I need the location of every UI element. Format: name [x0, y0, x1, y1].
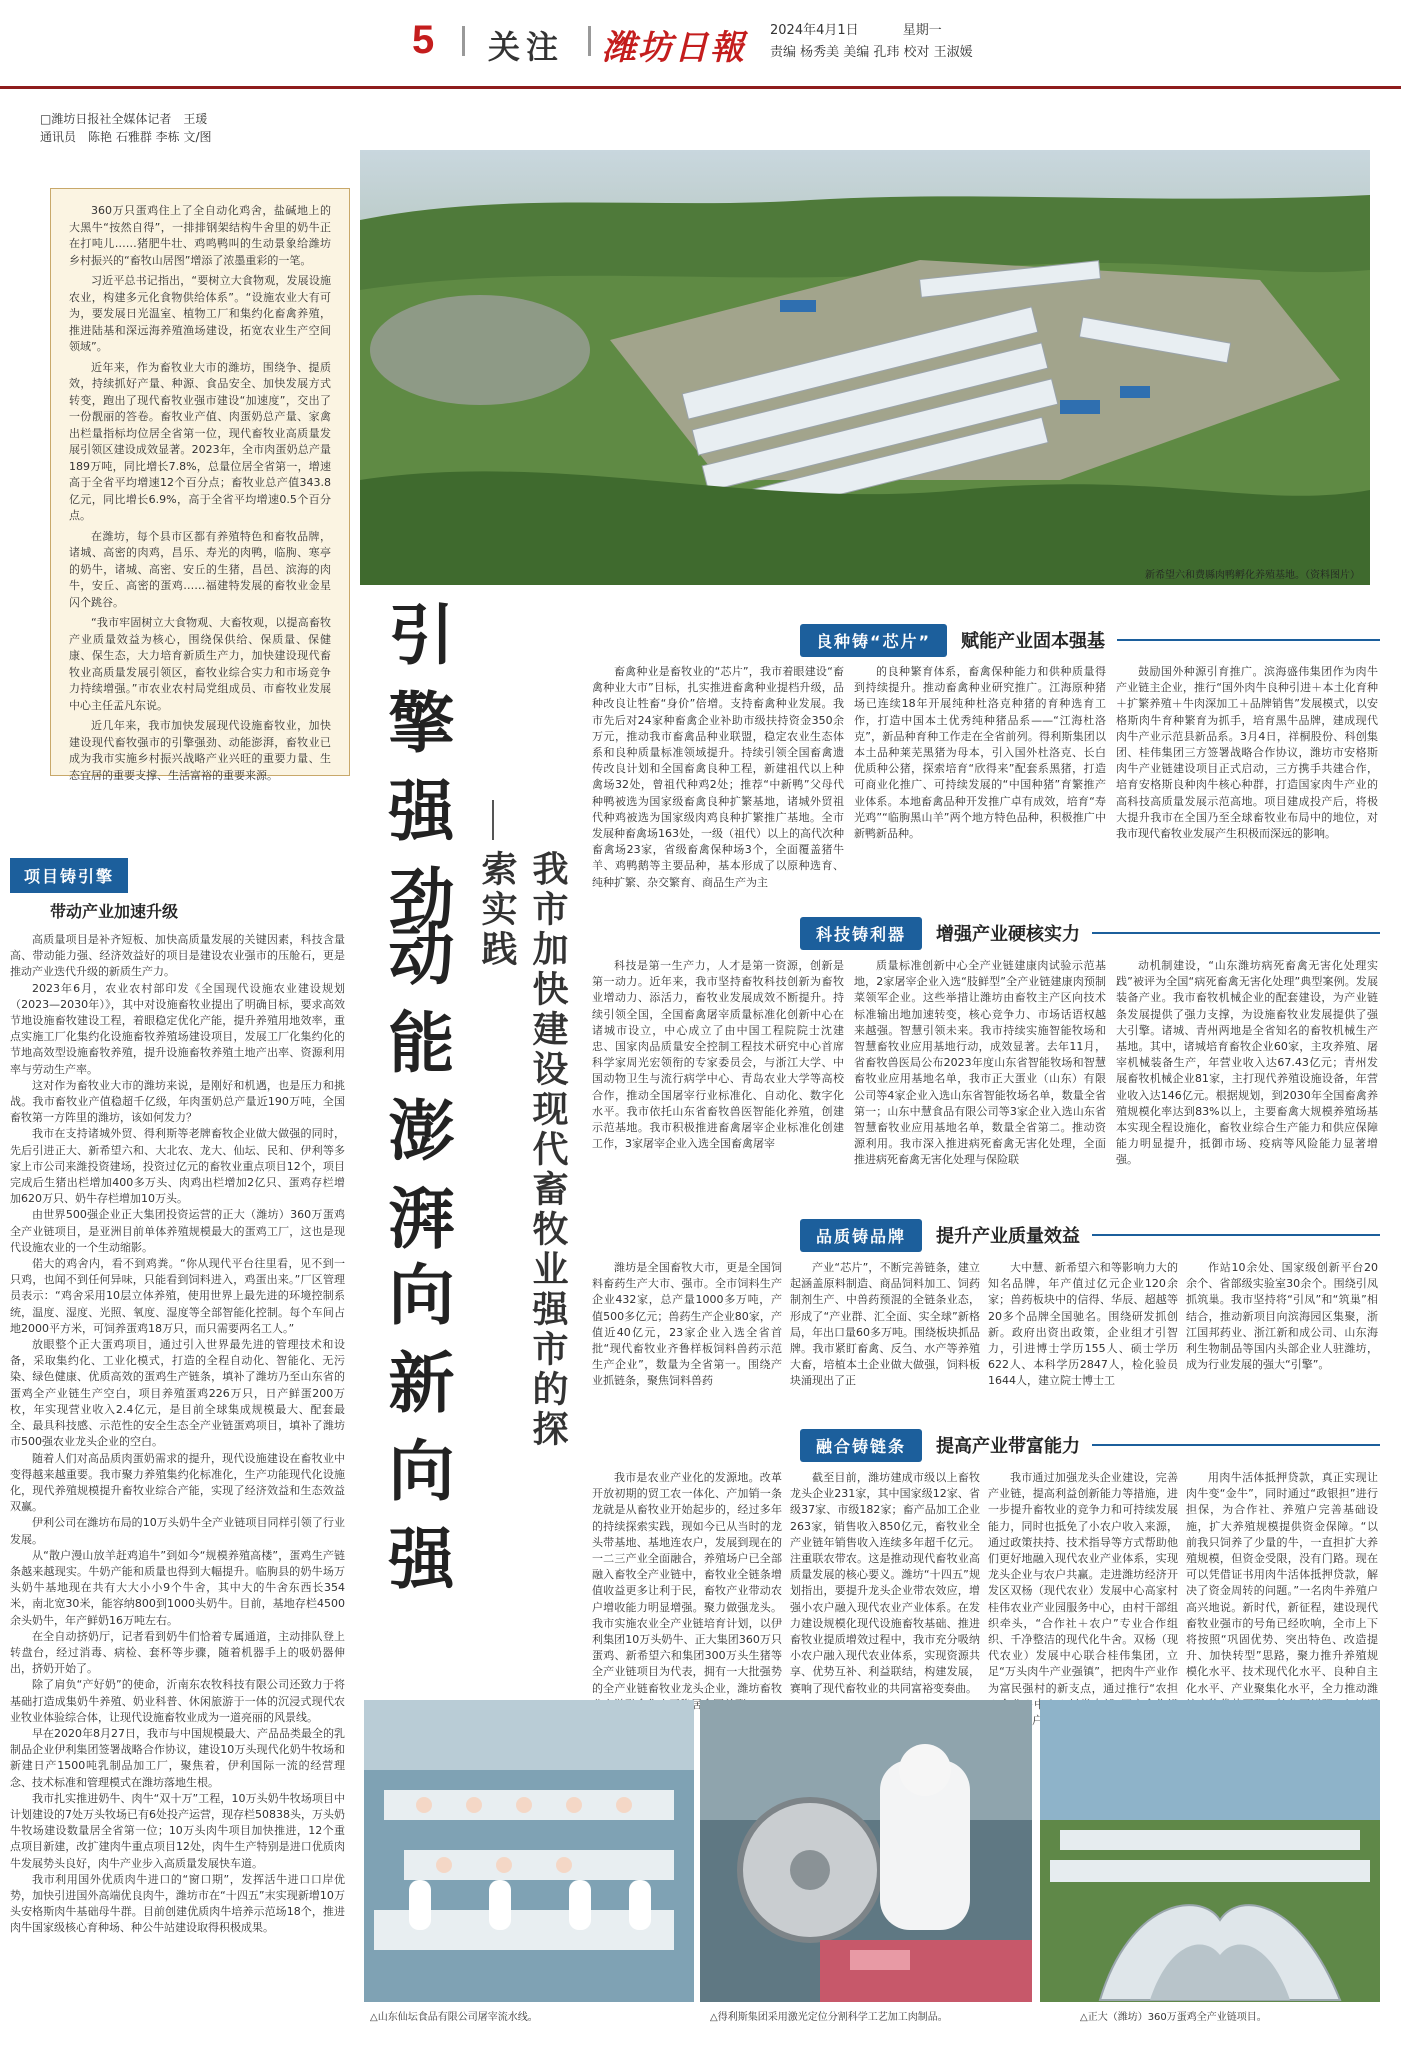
byline	[40, 110, 340, 146]
byline-author: 陈艳 石雅群 李栋 文/图	[88, 130, 212, 144]
subtitle-dash	[492, 800, 494, 840]
section-header	[800, 1220, 1380, 1250]
left-section-head	[10, 858, 350, 922]
article-column	[790, 1260, 980, 1420]
lead-paragraph: “我市牢固树立大食物观、大畜牧观，以提高畜牧产业质量效益为核心，围绕保供给、保质量、保健康、保生态，大力培育新质生产力，加快建设现代畜牧业高质量发展引领区，畜牧业综合实力和市场竞争力持续增强。”市农业农村局党组成员、市畜牧业发展中心主任孟凡东说。	[69, 616, 331, 712]
paragraph: 随着人们对高品质肉蛋奶需求的提升，现代设施建设在畜牧业中变得越来越重要。我市聚力养殖集约化标准化，生产功能现代化设施化，现代养殖规模提升畜牧业综合产能，实现了经济效益和生态效益双赢。	[10, 1451, 345, 1514]
photo-caption: △得利斯集团采用激光定位分割科学工艺加工肉制品。	[710, 2012, 948, 2023]
processing-line-illustration	[364, 1700, 694, 2002]
editor-credits: 责编 杨秀美 美编 孔玮 校对 王淑媛	[770, 45, 973, 60]
section-rule	[1092, 932, 1380, 934]
section-rule	[1117, 639, 1380, 641]
section-title: 增强产业硬核实力	[936, 924, 1081, 945]
paragraph: 我市在支持诸城外贸、得利斯等老牌畜牧企业做大做强的同时，先后引进正大、新希望六和、大北农、龙大、仙坛、民和、伊利等多家上市公司来潍投资建场，投资过亿元的畜牧业重点项目12个，项目完成后生猪出栏增加400多万头、肉鸡出栏增加2亿只、蛋鸡存栏增加620万只、奶牛存栏增加10万头。	[10, 1127, 345, 1206]
paragraph: 大中慧、新希望六和等影响力大的知名品牌，年产值过亿元企业120余家；兽药板块中的信得、华辰、超越等20多个品牌全国驰名。围绕研发抓创新。政府出资出政策，企业组才引智力，引进博士学历155人、硕士学历622人、本科学历2847人，检化验员1644人，建立院士博士工	[988, 1261, 1178, 1388]
paragraph: 我市是农业产业化的发源地。改革开放初期的贸工农一体化、产加销一条龙就是从畜牧业开始起步的，经过多年的持续探索实践，现如今已从当时的龙头带基地、基地连农户，发展到现在的一二三产业全面融合，养殖场户已全部融入畜牧全产业链中，畜牧业全链条增值收益更多让利于民，畜牧产业带动农户增收能力明显增强。聚力做强龙头。我市实施农业全产业链培育计划，以伊利集团10万头奶牛、正大集团360万只蛋鸡、新希望六和集团300万头生猪等全产业链项目为代表，拥有一大批强势的全产业链畜牧业龙头企业，潍坊畜牧 居	[592, 1471, 782, 1711]
article-column	[592, 1470, 782, 1711]
photo-caption: △正大（潍坊）360万蛋鸡全产业链项目。	[1080, 2012, 1267, 2023]
section-title: 带动产业加速升级	[50, 902, 179, 921]
photo-caption: 新希望六和费縣肉鸭孵化养殖基地。（资料图片）	[1145, 570, 1360, 581]
lead-paragraph: 在潍坊，每个县市区都有养殖特色和畜牧品牌，诸城、高密的肉鸡，昌乐、寿光的肉鸭，临朐、寒亭的奶牛，诸城、高密、安丘的生猪，昌邑、滨海的肉牛，安丘、高密的蛋鸡……福建特发展的畜牧业金星闪个跳谷。	[69, 529, 331, 609]
section-name: 关注	[488, 28, 565, 66]
article-column	[592, 664, 844, 904]
section-tag: 科技铸利器	[800, 917, 922, 950]
paragraph: 放眼整个正大蛋鸡项目，通过引入世界最先进的管理技术和设备，采取集约化、工业化模式，打造的全程自动化、智能化、无污染、绿色健康、优质高效的蛋鸡生产链条，填补了潍坊乃至山东省的蛋鸡全产业链生产空白，项目养殖蛋鸡226万只，日产鲜蛋200万枚，年实现营业收入2.4亿元，是目前全球集成规模最大、配套最全、最具科技感、示范性的安全生态全产业链蛋鸡项目，填补了潍坊市500强农业龙头企业的空白。	[10, 1338, 345, 1449]
paragraph: 我市通过加强龙头企业建设，完善产业链，提高利益创新能力等措施，进一步提升畜牧业的竞争力和可持续发展能力，同时也抵免了小农户收入来源，通过政策扶持、技术指导等方式帮助他们更好地融入现代农业产业体系，实现龙头企业与农户共赢。走进潍坊经济开发区双杨（现代农业）发展中心高家村桂伟农业产业园服务中心，由村干部组织牵头，“合作社＋农户”专业合作组织、千净整洁的现代化牛舍。双杨（现代农业）发展中心联合桂伟集团，立足“万头肉牛产业强镇”，把肉牛产业作为富民强村的新支点，通过推行“农担 ＋中 养殖户可以	[988, 1471, 1178, 1728]
lead-paragraph: 习近平总书记指出，“要树立大食物观，发展设施农业，构建多元化食物供给体系”。“设施农业大有可为，要发展日光温室、植物工厂和集约化畜禽养殖，推进陆基和深远海养殖渔场建设，拓宽农业生产空间领域”。	[69, 274, 331, 353]
article-column	[1186, 1260, 1378, 1420]
paragraph: 由世界500强企业正大集团投资运营的正大（潍坊）360万蛋鸡全产业链项目，是亚洲目前单体养殖规模最大的蛋鸡工厂，这也是现代设施农业的一个生动缩影。	[10, 1208, 345, 1254]
article-column	[592, 958, 844, 1206]
paragraph: 作站10余处、国家级创新平台20余个、省部级实验室30余个。围绕引凤抓筑巢。我市坚持将“引凤”和“筑巢”相结合，推动新项目向滨海园区集聚，浙江国邦药业、浙江新和成公司、山东海利生物制品等国内头部企业人驻潍坊，成为行业发展的强大“引擎”。	[1186, 1261, 1378, 1372]
byline-label: 通讯员	[40, 130, 77, 144]
newspaper-logo: 潍坊日報	[602, 28, 746, 68]
meat-cutting-photo	[700, 1700, 1032, 2002]
header-divider	[588, 26, 591, 56]
article-column	[790, 1470, 980, 1695]
byline-author: 王瑗	[183, 112, 208, 126]
paragraph: 这对作为畜牧业大市的潍坊来说，是刚好和机遇，也是压力和挑战。我市畜牧业产值稳超千亿级，年肉蛋奶总产量近190万吨，全国畜牧第一方阵里的潍坊，该如何发力？	[10, 1078, 345, 1125]
paragraph: 动机制建设，“山东潍坊病死畜禽无害化处理实践”被评为全国“病死畜禽无害化处理”典型案例。发展装备产业。我市畜牧机械企业的配套建设，为产业链条发展提供了强力支撑，为设施畜牧业发展提供了强大引擎。诸城、青州两地是全省知名的畜牧机械生产基地。其中，诸城培育畜牧企业60家，主攻养殖、屠宰机械装备生产，年营业收入达67.43亿元；青州发展畜牧机械企业81家，主打现代养殖设施设备，年营业收入达146亿元。根据规划，到2030年全国畜禽养殖规模化率达到83%以上，主要畜禽大规模养殖场基本实现全程设施化，畜牧业综合生产能力和供应保障能力明显提升，抵御市场、疫病等风险能力显著增强。	[1116, 959, 1378, 1167]
article-column	[854, 958, 1106, 1206]
section-rule	[1092, 1444, 1380, 1446]
paragraph: 畜禽种业是畜牧业的“芯片”，我市着眼建设“畜禽种业大市”目标，扎实推进畜禽种业提档升级，品种改良让牲畜“身价”倍增。支持畜禽种业发展。我市先后对24家种畜禽企业补助市级扶持资金350余万元，推动我市畜禽品种业联盟，稳定农业生态体系和良种质量标准领域提升。持续引领全国畜禽遗传改良计划和全国畜禽良种工程，新建祖代以上种禽场32处，曾祖代种鸡2处；推荐“中新鸭”父母代种鸭被选为国家级畜禽良种扩繁基地，诸城外贸祖代种鸡被选为国家级肉鸡良种扩繁推广基地。全市发展种畜禽场163处，一级（祖代）以上的高代次种畜禽场23家，省级畜禽保种场3个，全面覆盖猪牛羊、鸡鸭鹅等主要品种，基本形成了以原种选育、纯种扩繁、杂交繁育、商品生产为主	[592, 665, 844, 889]
photo-caption: △山东仙坛食品有限公司屠宰流水线。	[370, 2012, 538, 2023]
section-title: 提高产业带富能力	[936, 1436, 1081, 1457]
issue-date: 2024年4月1日	[770, 23, 859, 38]
section-tag: 融合铸链条	[800, 1429, 922, 1462]
lead-paragraph: 近几年来，我市加快发展现代设施畜牧业，加快建设现代畜牧强市的引擎强劲、动能澎湃，畜牧业已成为我市实施乡村振兴战略产业兴旺的重要力量、生态宜居的重要支撑、生活富裕的重要来源。	[69, 719, 331, 782]
processing-line-photo	[364, 1700, 694, 2002]
article-column	[988, 1260, 1178, 1420]
page-header	[0, 0, 1401, 89]
paragraph: 从“散户漫山放羊赶鸡追牛”到如今“规模养殖高楼”，蛋鸡生产链条越来越现实。牛奶产能和质量也得到大幅提升。临朐县的奶牛场万头奶牛基地现在共有大大小小9个牛舍，其中大的牛舍东西长354米，南北宽30米，能容纳800到1000头奶牛。目前，基地存栏4500余头奶牛，年产鲜奶16万吨左右。	[10, 1548, 345, 1627]
section-header	[800, 918, 1380, 948]
paragraph: 质量标准创新中心全产业链建康肉试验示范基地，2家屠宰企业入选“肢鲜型”全产业链建康肉预制菜领军企业。这些举措让潍坊由畜牧主产区向技术标准输出地加速转变，核心竞争力、市场话语权越来越强。智慧引领未来。我市持续实施智能牧场和智慧畜牧业应用基地行动，成效显著。去年11月，省畜牧兽医局公布2023年度山东省智能牧场和智慧畜牧业应用基地名单，我市正大蛋业（山东）有限公司等4家企业入选山东省智能牧场名单，数量全省第一；山东中慧食品有限公司等3家企业入选山东省智慧畜牧业应用基地名单，数量全省第二。推动资源利用。我市深入推进病死畜禽无害化处理，全面推进病死畜禽无害化处理与保险联	[854, 959, 1106, 1167]
article-column	[1116, 664, 1378, 904]
paragraph: 在全自动挤奶厅，记者看到奶牛们恰着专属通道，主动排队登上转盘台，经过消毒、病检、套杯等步骤，随着机器手上的吸奶器伸出，挤奶开始了。	[10, 1629, 345, 1676]
section-header	[800, 1430, 1380, 1460]
article-column	[592, 1260, 782, 1420]
paragraph: 早在2020年8月27日，我市与中国规模最大、产品品类最全的乳制品企业伊利集团签署战略合作协议，建设10万头现代化奶牛牧场和新建日产1500吨乳制品加工厂，聚焦着，伊利国际一流的经营理念、技术标准和管理模式在潍坊落地生根。	[10, 1726, 345, 1789]
headline-part: 动能澎湃	[377, 920, 455, 1272]
section-title: 提升产业质量效益	[936, 1226, 1081, 1247]
section-header	[800, 625, 1380, 655]
article-column	[1186, 1470, 1378, 1695]
paragraph: 鼓励国外种源引育推广。滨海盛伟集团作为肉牛产业链主企业，推行“国外肉牛良种引进＋本土化育种＋扩繁养殖＋牛肉深加工＋品牌销售”发展模式，以安格斯肉牛育种繁育为抓手，培育黑牛品牌，建成现代肉牛产业示范县新品系。3月4日，祥桐股份、科创集团、桂伟集团三方签署战略合作协议，潍坊市安格斯肉牛产业链建设项目正式启动，三方携手共建合作，培育安格斯良种肉牛核心种群，打造国家肉牛产业的高科技高质量发展示范高地。项目建成投产后，将极大提升我市在全国乃至全球畜牧业布局中的地位，对我市现代畜牧业发展产生积极而深远的影响。	[1116, 665, 1378, 841]
headline-part: 向新向强	[377, 1260, 455, 1612]
paragraph: 潍坊是全国畜牧大市，更是全国饲料畜药生产大市、强市。全市饲料生产企业432家，总产量1000多万吨，产值500多亿元；兽药生产企业80家，产值近40亿元，23家企业入选全省首批“现代畜牧业齐鲁样板饲料兽药示范生产企业”，数量为全省第一。围绕产业抓链条，聚焦饲料兽药	[592, 1261, 782, 1388]
subtitle: 我市加快建设现代畜牧业强市的探索实践	[476, 850, 569, 1450]
article-column	[1116, 958, 1378, 1206]
aerial-farm-photo	[360, 150, 1370, 585]
lead-summary-box	[50, 188, 350, 782]
issue-weekday: 星期一	[902, 23, 942, 38]
lead-paragraph: 360万只蛋鸡住上了全自动化鸡舍，盐碱地上的大黑牛“按然自得”，一排排钢架结构牛舍里的奶牛正在打吨儿……猪肥牛壮、鸡鸣鸭叫的生动景象给潍坊乡村振兴的“畜牧山居图”增添了浓墨重彩的一笔。	[69, 204, 331, 267]
meat-cutting-illustration	[700, 1700, 1032, 2002]
issue-meta	[770, 20, 973, 64]
paragraph: 2023年6月，农业农村部印发《全国现代设施农业建设规划（2023—2030年）》，其中对设施畜牧业提出了明确目标，要求高效节地设施畜牧建设工程，着眼稳定优化产能，提升养殖用地效率，重点实施工厂化集约化设施畜牧养殖场建设项目，发展工厂化集约化的节地高效型设施畜牧养殖，提升设施畜牧养殖土地产出率、资源利用率与劳动生产率。	[10, 981, 345, 1076]
section-tag: 项目铸引擎	[10, 858, 128, 893]
headline-part: 引擎强劲	[377, 600, 455, 952]
paragraph: 科技是第一生产力，人才是第一资源，创新是第一动力。近年来，我市坚持畜牧科技创新为畜牧业增动力、添活力，畜牧业发展成效不断提升。持续引领全国，全国畜禽屠宰质量标准化创新中心在诸城市设立，中心成立了由中国工程院院士沈建忠、国家肉品质量安全控制工程技术研究中心首席科学家周光宏领衔的专家委员会，与浙江大学、中国动物卫生与流行病学中心、青岛农业大学等高校合作，推动全国屠宰行业标准化、自动化、数字化水平。我市依托山东省畜牧兽医智能化养殖，创建示范基地。我市积极推进畜禽屠宰企业标准化创建工作，3家屠宰企业入选全国畜禽屠宰	[592, 959, 844, 1151]
lead-paragraph: 近年来，作为畜牧业大市的潍坊，围绕争、提质效，持续抓好产量、种源、食品安全、加快发展方式转变，跑出了现代畜牧业强市建设“加速度”，交出了一份靓丽的答卷。畜牧业产值、肉蛋奶总产量、家禽出栏量指标均位居全省第一位，现代畜牧业高质量发展引领区建设成效显著。2023年，全市肉蛋奶总产量189万吨，同比增长7.8%，总量位居全省第一，增速高于全省平均增速12个百分点；畜牧业总产值343.8亿元，同比增长6.9%，高于全省平均增速0.5个百分点。	[69, 360, 331, 522]
aerial-farm-illustration	[360, 150, 1370, 585]
paragraph: 产业“芯片”，不断完善链条，建立起涵盖原料制造、商品饲料加工、饲药制剂生产、中兽药预混的全链条业态，形成了“产业群、汇全面、实全球”新格局，年出口量60多万吨。围绕板块抓品牌。我市紧盯畜禽、反刍、水产等养殖大畜，培植本土企业做大做强，饲料板块涌现出了正	[790, 1261, 980, 1388]
header-divider	[462, 26, 465, 56]
page-number: 5	[412, 18, 435, 62]
left-article-column	[10, 932, 345, 1935]
section-tag: 良种铸“芯片”	[800, 624, 947, 657]
paragraph: 我市扎实推进奶牛、肉牛“双十万”工程，10万头奶牛牧场项目中计划建设的7处万头牧场已有6处投产运营，现存栏50838头，万头奶牛牧场建设数量居全省第一位；10万头肉牛项目加快推进，12个重点项目新建，改扩建肉牛重点项目12处，肉牛生产特别是进口优质肉牛发展势头良好，肉牛产业步入高质量发展快车道。	[10, 1791, 345, 1870]
paragraph: 伊利公司在潍坊布局的10万头奶牛全产业链项目同样引领了行业发展。	[10, 1516, 345, 1546]
egg-farm-photo	[1040, 1700, 1380, 2002]
section-rule	[1092, 1234, 1380, 1236]
paragraph: 我市利用国外优质肉牛进口的“窗口期”，发挥活牛进口口岸优势，加快引进国外高端优良肉牛，潍坊市在“十四五”末实现新增10万头安格斯肉牛基础母牛群。目前创建优质肉牛培养示范场18个，推进肉牛国家级核心育种场、种公牛站建设取得积极成果。	[10, 1872, 345, 1935]
article-column	[988, 1470, 1178, 1728]
paragraph: 的良种繁育体系，畜禽保种能力和供种质量得到持续提升。推动畜禽种业研究推广。江海原种猪场已连续18年开展纯种杜洛克种猪的育种选育工作，打造中国本土优秀纯种猪品系——“江海杜洛克”，新品种育种工作走在全省前列。得利斯集团以本土品种莱芜黑猪为母本，引入国外杜洛克、长白优质种公猪，探索培育“欣得来”配套系黑猪，打造可商业化推广、可持续发展的“中国种猪”育繁推产业体系。本地畜禽品种开发推广卓有成效，培育“寿光鸡”“临朐黑山羊”两个地方特色品种，积极推广中新鸭新品种。	[854, 665, 1106, 841]
section-tag: 品质铸品牌	[800, 1219, 922, 1252]
paragraph: 截至目前，潍坊建成市级以上畜牧龙头企业231家，其中国家级12家、省级37家、市级182家；畜产品加工企业263家，销售收入850亿元，畜牧业全产业链年销售收入连续多年超千亿元。注重联农带农。这是推动现代畜牧业高质量发展的核心要义。潍坊“十四五”规划指出，要提升龙头企业带农效应，增强小农户融入现代农业产业体系。在发力建设规模化现代设施畜牧基础、推进畜牧业提质增效过程中，我市充分吸纳小农户融入现代农业体系，实现资源共享、优势互补、利益联结，构建发展，赛响了现代畜牧业的共同富裕变奏曲。	[790, 1471, 980, 1695]
paragraph: 偌大的鸡舍内，看不到鸡粪。“你从现代平台往里看，见不到一只鸡，也闻不到任何异味，只能看到饲料进入，鸡蛋出来。”厂区管理员表示：“鸡舍采用10层立体养殖，使用世界上最先进的环境控制系统，温度、湿度、光照、氧度、湿度等全部智能化控制。每个车间占地2000平方米，可饲养蛋鸡18万只，而只需要两名工人。”	[10, 1257, 345, 1335]
paragraph: 高质量项目是补齐短板、加快高质量发展的关键因素，科技含量高、带动能力强、经济效益好的项目是建设农业强市的压舱石，更是推动产业迭代升级的新质生产力。	[10, 933, 345, 979]
section-title: 赋能产业固本强基	[961, 631, 1106, 652]
byline-label: □潍坊日报社全媒体记者	[40, 112, 172, 126]
paragraph: 用肉牛活体抵押贷款，真正实现让肉牛变“金牛”，同时通过“政银担”进行担保，为合作社、养殖户完善基础设施，扩大养殖规模提供资金保障。“以前我只饲养了少量的牛，一直担扩大养殖规模，但资金受限，没有门路。现在可以凭借证书用肉牛活体抵押贷款，解决了资金周转的问题。”一名肉牛养殖户高兴地说。新时代，新征程，建设现代畜牧业强市的号角已经吹响，全市上下将按照“巩固优势、突出特色、改造提升、加快转型”思路，聚力推升养殖规模化水平、技术现代化水平、良种自主化水平、产业聚集化水平，全力推动潍	[1186, 1471, 1378, 1695]
egg-farm-illustration	[1040, 1700, 1380, 2002]
paragraph: 除了肩负“产好奶”的使命，沂南东农牧科技有限公司还致力于将基础打造成集奶牛养殖、奶业科普、休闲旅游于一体的沉浸式现代农业牧业体验综合体，让现代设施畜牧业成为一道亮丽的风景线。	[10, 1678, 345, 1724]
article-column	[854, 664, 1106, 904]
